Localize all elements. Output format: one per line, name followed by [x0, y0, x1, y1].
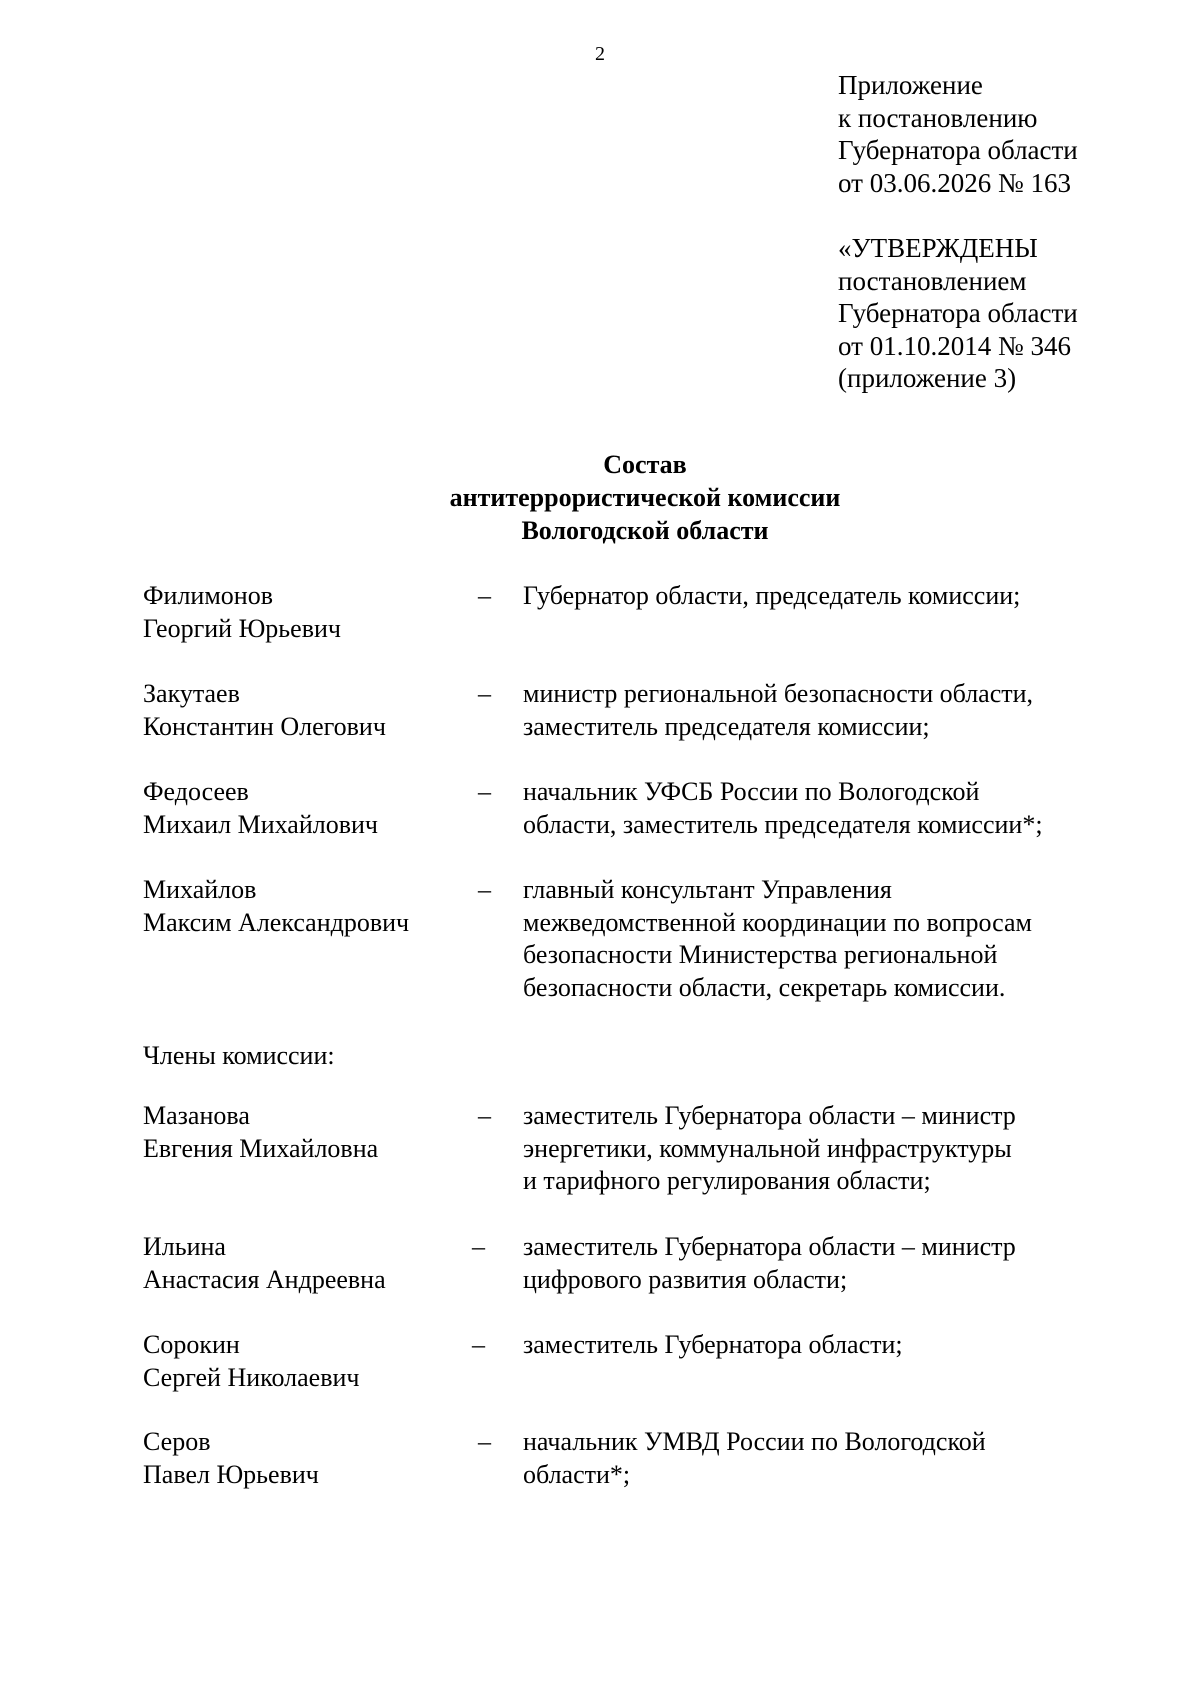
dash-separator: –: [472, 1330, 485, 1359]
member-role: [523, 1426, 1103, 1491]
member-name: [143, 678, 386, 743]
member-given-name: Георгий Юрьевич: [143, 613, 341, 643]
role-line: заместитель председателя комиссии;: [523, 711, 930, 741]
role-line: Губернатор области, председатель комиссии;: [523, 581, 1021, 610]
title-line: Вологодской области: [521, 516, 769, 545]
member-role: [523, 1231, 1103, 1296]
role-line: безопасности Министерства региональной: [523, 940, 998, 969]
dash-separator: –: [478, 1427, 491, 1456]
role-line: и тарифного регулирования области;: [523, 1166, 931, 1195]
dash-separator: –: [478, 1101, 491, 1130]
dash-separator: –: [478, 777, 491, 806]
members-heading: Члены комиссии:: [143, 1041, 335, 1070]
member-surname: Серов: [143, 1427, 211, 1456]
member-given-name: Сергей Николаевич: [143, 1362, 360, 1392]
dash-separator: –: [478, 581, 491, 610]
role-line: министр региональной безопасности области,: [523, 679, 1034, 708]
appendix-line: Приложение: [838, 70, 983, 100]
role-line: заместитель Губернатора области – министр: [523, 1101, 1016, 1130]
dash-separator: –: [472, 1232, 485, 1261]
approved-header: [838, 232, 1078, 395]
member-role: [523, 1100, 1103, 1198]
role-line: области*;: [523, 1459, 631, 1489]
appendix-line: к постановлению: [838, 102, 1038, 133]
role-line: заместитель Губернатора области – министр: [523, 1232, 1016, 1261]
role-line: безопасности области, секретарь комиссии.: [523, 972, 1006, 1002]
member-surname: Михайлов: [143, 875, 257, 904]
member-name: [143, 1329, 359, 1394]
dash-separator: –: [478, 875, 491, 904]
member-given-name: Анастасия Андреевна: [143, 1264, 386, 1294]
role-line: межведомственной координации по вопросам: [523, 907, 1033, 937]
approved-line: постановлением: [838, 265, 1027, 296]
role-line: области, заместитель председателя комиссии*;: [523, 809, 1043, 839]
member-given-name: Евгения Михайловна: [143, 1133, 379, 1163]
member-name: [143, 1231, 386, 1296]
page-number: 2: [595, 43, 605, 65]
approved-line: (приложение 3): [838, 363, 1017, 393]
member-role: [523, 874, 1103, 1004]
member-surname: Мазанова: [143, 1101, 250, 1130]
member-name: [143, 1100, 378, 1165]
member-surname: Закутаев: [143, 679, 240, 708]
title-line: антитеррористической комиссии: [449, 483, 841, 512]
member-role: [523, 1329, 1103, 1362]
member-surname: Филимонов: [143, 581, 273, 610]
member-role: [523, 678, 1103, 743]
approved-line: от 01.10.2014 № 346: [838, 330, 1071, 361]
member-given-name: Павел Юрьевич: [143, 1459, 319, 1489]
role-line: энергетики, коммунальной инфраструктуры: [523, 1133, 1012, 1163]
member-surname: Сорокин: [143, 1330, 240, 1359]
member-role: [523, 580, 1103, 613]
approved-line: «УТВЕРЖДЕНЫ: [838, 233, 1038, 263]
member-name: [143, 1426, 319, 1491]
member-name: [143, 580, 341, 645]
member-role: [523, 776, 1103, 841]
member-given-name: Константин Олегович: [143, 711, 386, 741]
title-line: Состав: [603, 450, 687, 479]
role-line: главный консультант Управления: [523, 875, 892, 904]
document-title: [0, 448, 1200, 547]
appendix-header: [838, 69, 1078, 199]
approved-line: Губернатора области: [838, 298, 1078, 328]
member-surname: Ильина: [143, 1232, 226, 1261]
member-name: [143, 874, 409, 939]
appendix-line: от 03.06.2026 № 163: [838, 167, 1071, 198]
role-line: начальник УФСБ России по Вологодской: [523, 777, 980, 806]
dash-separator: –: [478, 679, 491, 708]
role-line: заместитель Губернатора области;: [523, 1330, 903, 1359]
member-name: [143, 776, 378, 841]
role-line: цифрового развития области;: [523, 1264, 848, 1294]
role-line: начальник УМВД России по Вологодской: [523, 1427, 986, 1456]
member-surname: Федосеев: [143, 777, 249, 806]
appendix-line: Губернатора области: [838, 135, 1078, 165]
member-given-name: Михаил Михайлович: [143, 809, 379, 839]
member-given-name: Максим Александрович: [143, 907, 410, 937]
